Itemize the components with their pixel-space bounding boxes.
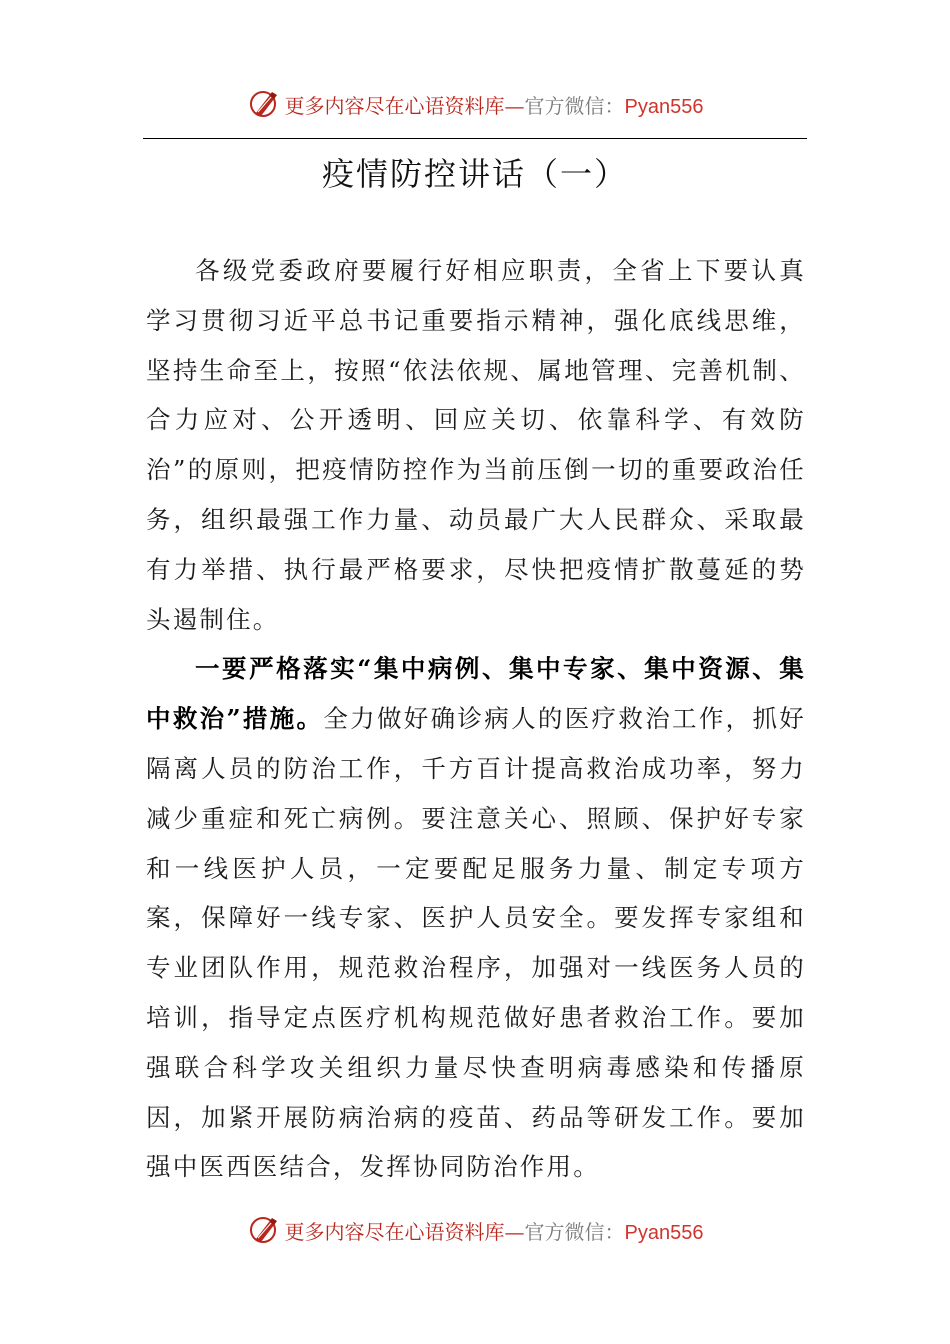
header-promo-text: 更多内容尽在心语资料库 — [284, 93, 505, 118]
footer-official-label: 官方微信： — [524, 1219, 625, 1244]
header-divider — [143, 138, 807, 139]
footer-promo — [285, 1216, 704, 1245]
header-separator: — — [504, 93, 525, 118]
paragraph-1: 各级党委政府要履行好相应职责，全省上下要认真学习贯彻习近平总书记重要指示精神，强化底线思维，坚持生命至上，按照“依法依规、属地管理、完善机制、合力应对、公开透明、回应关切、依靠科学、有效防治”的原则，把疫情防控作为当前压倒一切的重要政治任务，组织最强工作力量、动员最广大人民群众、采取最有力举措、执行最严格要求，尽快把疫情扩散蔓延的势头遏制住。 — [146, 256, 806, 634]
paragraph-2-heading: 一要严格落实“集中病例、集中专家、集中资源、集中救治”措施。 — [146, 654, 806, 734]
paragraph-2-body: 全力做好确诊病人的医疗救治工作，抓好隔离人员的防治工作，千方百计提高救治成功率，努力减少重症和死亡病例。要注意关心、照顾、保护好专家和一线医护人员，一定要配足服务力量、制定专项方案，保障好一线专家、医护人员安全。要发挥专家组和专业团队作用，规范救治程序，加强对一线医务人员的培训，指导定点医疗机构规范做好患者救治工作。要加强联合科学攻关组织力量尽快查明病毒感染和传播原因，加紧开展防病治病的疫苗、药品等研发工作。要加强中医西医结合，发挥协同防治作用。 — [146, 704, 806, 1182]
footer-banner — [0, 1210, 950, 1250]
pen-nib-circle-logo-icon — [247, 1213, 281, 1247]
document-body — [146, 246, 806, 1192]
footer-wechat-id: Pyan556 — [624, 1221, 704, 1244]
pen-nib-circle-logo-icon — [247, 87, 281, 121]
header-wechat-id: Pyan556 — [624, 95, 704, 118]
header-banner — [0, 84, 950, 124]
footer-promo-text: 更多内容尽在心语资料库 — [284, 1219, 505, 1244]
header-official-label: 官方微信： — [524, 93, 625, 118]
footer-separator: — — [504, 1219, 525, 1244]
document-title: 疫情防控讲话（一） — [321, 155, 628, 193]
header-promo — [285, 90, 704, 119]
paragraph-2 — [146, 644, 806, 1192]
